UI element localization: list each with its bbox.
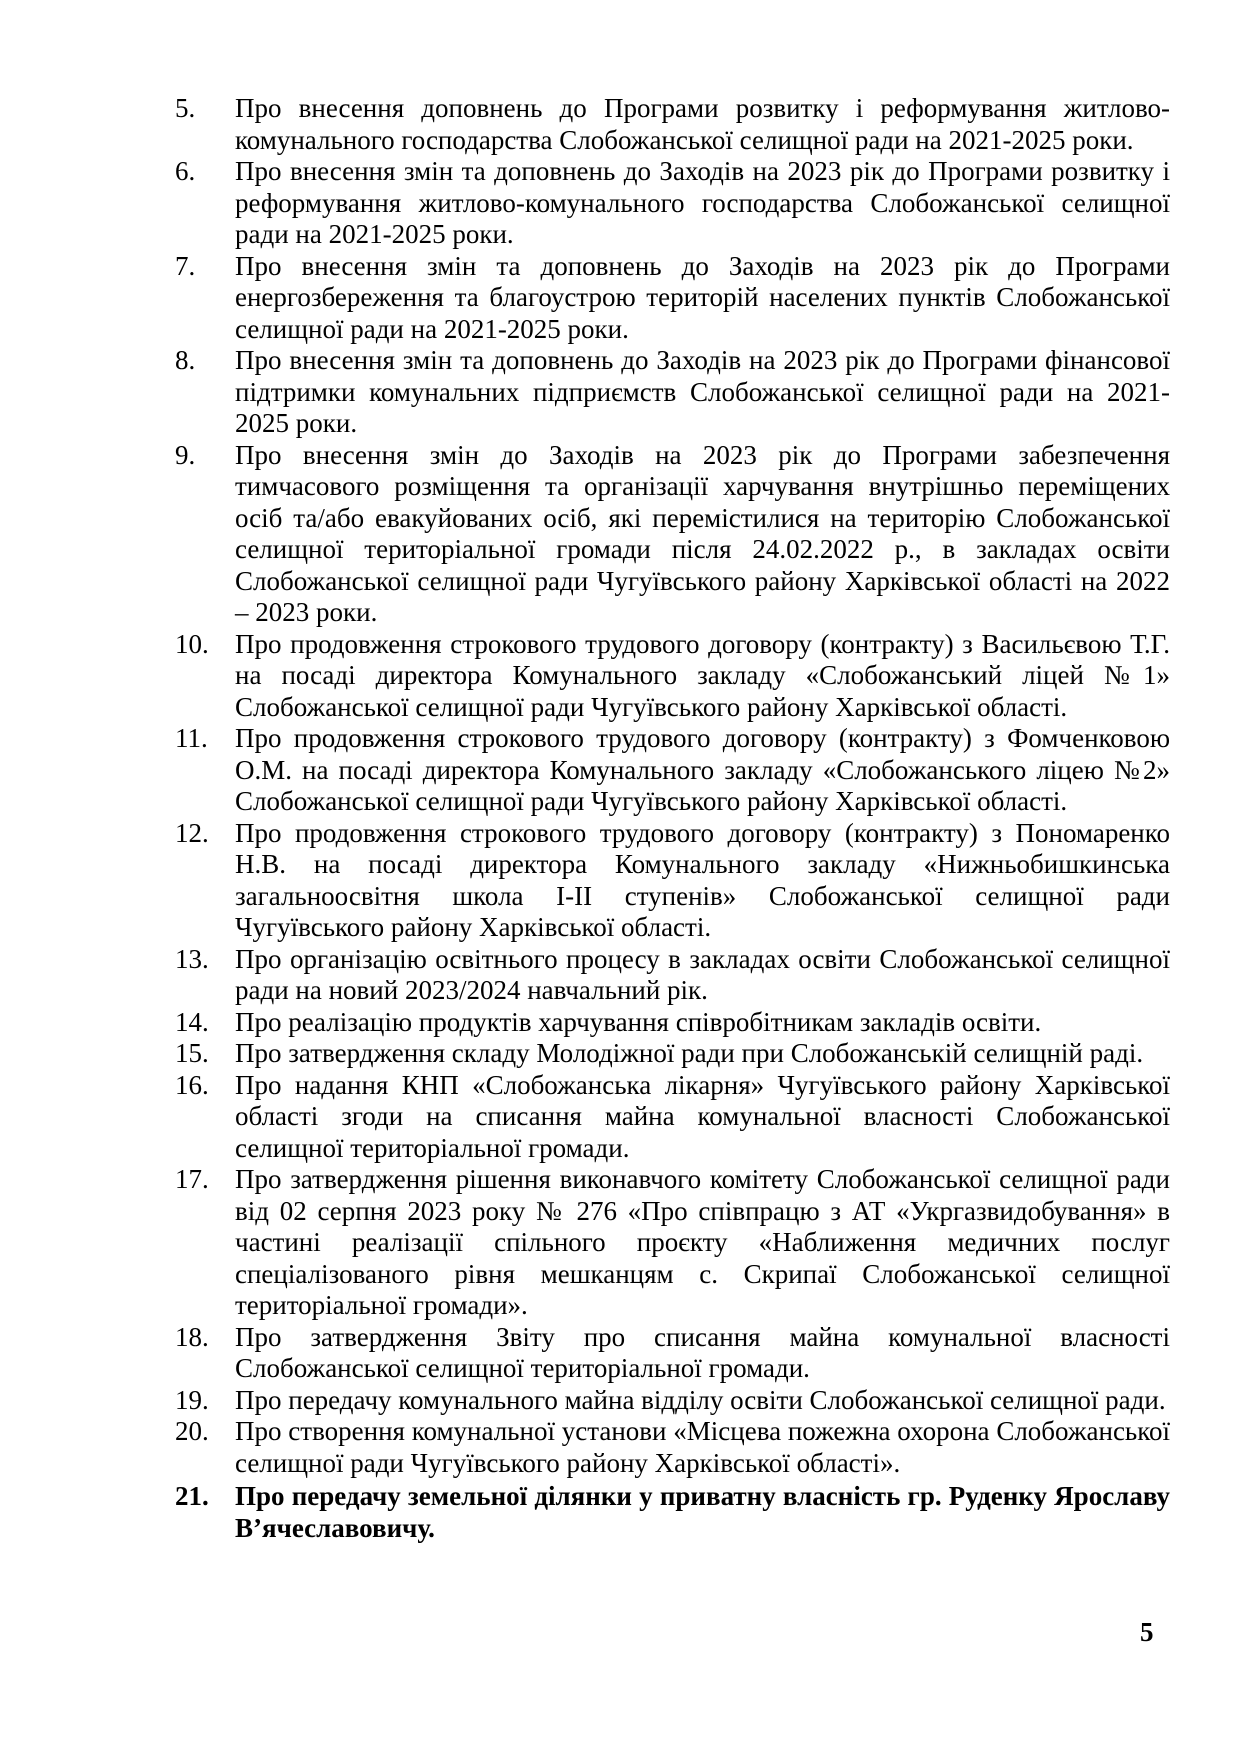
- agenda-item: [175, 440, 1170, 629]
- page-number: 5: [1140, 1617, 1154, 1647]
- agenda-list: [175, 93, 1170, 1544]
- agenda-item-number: 21.: [175, 1481, 209, 1511]
- agenda-item-number: 18.: [175, 1321, 209, 1352]
- agenda-item: [175, 818, 1170, 944]
- agenda-item-text: Про продовження строкового трудового договору (контракту) з Пономаренко Н.В. на посаді директора Комунального закладу «Нижньобишкинська загальноосвітня школа І-ІІ ступенів» Слобожанської селищної ради Чугуївського району Харківської області.: [235, 817, 1170, 942]
- agenda-item-number: 6.: [175, 156, 196, 186]
- agenda-item-number: 12.: [175, 817, 209, 848]
- agenda-item-number: 17.: [175, 1164, 209, 1194]
- agenda-item: [175, 156, 1170, 251]
- agenda-item-text: Про внесення доповнень до Програми розвитку і реформування житлово-комунального господарства Слобожанської селищної ради на 2021-2025 роки.: [235, 93, 1170, 155]
- agenda-item-number: 20.: [175, 1416, 209, 1446]
- agenda-item-number: 8.: [175, 345, 196, 375]
- agenda-item: [175, 251, 1170, 346]
- agenda-item-text: Про внесення змін та доповнень до Заходів на 2023 рік до Програми розвитку і реформування житлово-комунального господарства Слобожанської селищної ради на 2021-2025 роки.: [235, 156, 1170, 249]
- agenda-item: [175, 629, 1170, 724]
- agenda-item: [175, 723, 1170, 818]
- agenda-item-text: Про надання КНП «Слобожанська лікарня» Чугуївського району Харківської області згоди на списання майна комунальної власності Слобожанської селищної територіальної громади.: [235, 1069, 1170, 1163]
- agenda-item-number: 16.: [175, 1069, 209, 1100]
- agenda-item-text: Про внесення змін та доповнень до Заходів на 2023 рік до Програми фінансової підтримки комунальних підприємств Слобожанської селищної ради на 2021-2025 роки.: [235, 345, 1170, 438]
- agenda-item-number: 13.: [175, 943, 209, 974]
- agenda-item: [175, 944, 1170, 1007]
- agenda-item: [175, 1481, 1170, 1544]
- agenda-item-number: 5.: [175, 93, 196, 123]
- agenda-item-text: Про затвердження Звіту про списання майна комунальної власності Слобожанської селищної територіальної громади.: [235, 1321, 1170, 1383]
- agenda-item-number: 7.: [175, 250, 196, 281]
- agenda-item: [175, 1322, 1170, 1385]
- agenda-item: [175, 1070, 1170, 1165]
- agenda-item-text: Про внесення змін та доповнень до Заходів на 2023 рік до Програми енергозбереження та благоустрою територій населених пунктів Слобожанської селищної ради на 2021-2025 роки.: [235, 250, 1170, 344]
- agenda-item-number: 15.: [175, 1038, 209, 1068]
- agenda-item: [175, 1385, 1170, 1417]
- agenda-item: [175, 93, 1170, 156]
- agenda-item-text: Про затвердження складу Молодіжної ради при Слобожанській селищній раді.: [235, 1038, 1144, 1068]
- agenda-item-text: Про реалізацію продуктів харчування співробітникам закладів освіти.: [235, 1006, 1042, 1037]
- agenda-item-text: Про продовження строкового трудового договору (контракту) з Фомченковою О.М. на посаді директора Комунального закладу «Слобожанського ліцею №2» Слобожанської селищної ради Чугуївського району Харківської області.: [235, 723, 1170, 816]
- agenda-item-text: Про передачу земельної ділянки у приватну власність гр. Руденку Ярославу В’ячеславовичу.: [235, 1481, 1170, 1543]
- agenda-item-text: Про затвердження рішення виконавчого комітету Слобожанської селищної ради від 02 серпня 2023 року № 276 «Про співпрацю з АТ «Укргазвидобування» в частині реалізації спільного проєкту «Наближення медичних послуг спеціалізованого рівня мешканцям с. Скрипаї Слобожанської селищної територіальної громади».: [235, 1164, 1170, 1320]
- agenda-item-number: 10.: [175, 628, 209, 659]
- agenda-item-number: 14.: [175, 1006, 209, 1037]
- agenda-item-text: Про внесення змін до Заходів на 2023 рік до Програми забезпечення тимчасового розміщення та організації харчування внутрішньо переміщених осіб та/або евакуйованих осіб, які перемістилися на територію Слобожанської селищної територіальної громади після 24.02.2022 р., в закладах освіти Слобожанської селищної ради Чугуївського району Харківської області на 2022 – 2023 роки.: [235, 439, 1170, 627]
- agenda-item-number: 11.: [175, 723, 208, 753]
- agenda-item: [175, 1038, 1170, 1070]
- agenda-item: [175, 1007, 1170, 1039]
- agenda-item: [175, 1416, 1170, 1479]
- agenda-item-text: Про організацію освітнього процесу в закладах освіти Слобожанської селищної ради на новий 2023/2024 навчальний рік.: [235, 943, 1170, 1005]
- agenda-item-number: 19.: [175, 1384, 209, 1415]
- agenda-item-number: 9.: [175, 439, 196, 470]
- agenda-item: [175, 1164, 1170, 1322]
- agenda-item-text: Про створення комунальної установи «Місцева пожежна охорона Слобожанської селищної ради Чугуївського району Харківської області».: [235, 1416, 1170, 1478]
- agenda-item-text: Про продовження строкового трудового договору (контракту) з Васильєвою Т.Г. на посаді директора Комунального закладу «Слобожанський ліцей №1» Слобожанської селищної ради Чугуївського району Харківської області.: [235, 628, 1170, 722]
- agenda-item-text: Про передачу комунального майна відділу освіти Слобожанської селищної ради.: [235, 1384, 1166, 1415]
- agenda-item: [175, 345, 1170, 440]
